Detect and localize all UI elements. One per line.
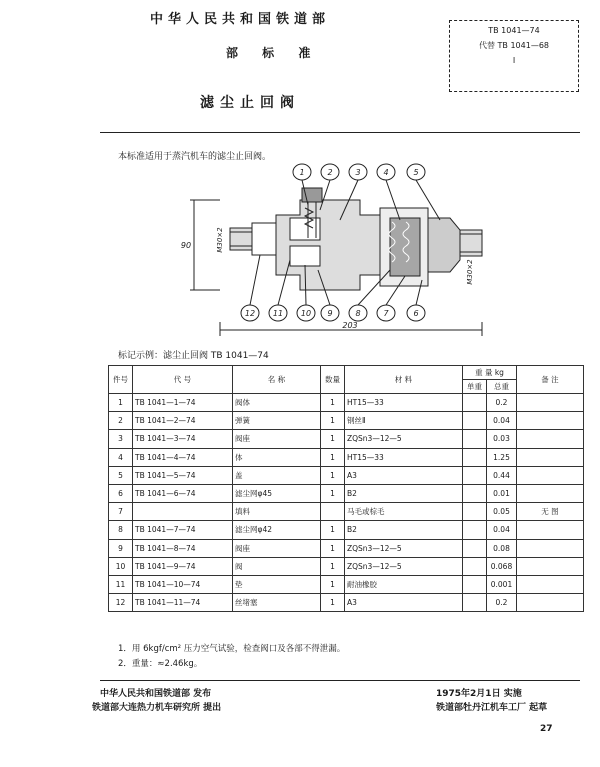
cell-remark (517, 594, 584, 612)
cell-qty: 1 (321, 430, 345, 448)
callout-label: 1 (299, 168, 305, 177)
header-remark: 备 注 (517, 366, 584, 394)
cell-remark (517, 539, 584, 557)
cell-name: 阀座 (233, 539, 321, 557)
marking-example: 标记示例：滤尘止回阀 TB 1041—74 (118, 351, 269, 361)
cell-qty: 1 (321, 594, 345, 612)
cell-material: HT15—33 (345, 394, 463, 412)
cell-name: 丝堵塞 (233, 594, 321, 612)
cell-seq: 2 (109, 412, 133, 430)
cell-qty: 1 (321, 466, 345, 484)
callout-label: 9 (327, 309, 333, 318)
cell-total: 1.25 (487, 448, 517, 466)
cell-code: TB 1041—3—74 (133, 430, 233, 448)
cell-code: TB 1041—7—74 (133, 521, 233, 539)
replaces-note: 代替 TB 1041—68 (479, 41, 549, 50)
notes (118, 642, 345, 672)
cell-remark (517, 394, 584, 412)
callout-label: 10 (300, 309, 312, 318)
table-row (109, 503, 584, 521)
callout-label: 3 (355, 168, 361, 177)
cell-name: 滤尘网φ45 (233, 484, 321, 502)
header-material: 材 料 (345, 366, 463, 394)
page-number: 27 (540, 724, 553, 734)
table-row (109, 594, 584, 612)
cell-total: 0.01 (487, 484, 517, 502)
cell-seq: 4 (109, 448, 133, 466)
cell-qty: 1 (321, 412, 345, 430)
valve-cross-section-drawing (160, 160, 490, 340)
page-title: 滤尘止回阀 (200, 95, 300, 111)
cell-seq: 9 (109, 539, 133, 557)
cell-name: 垫 (233, 575, 321, 593)
filter-chamber (380, 208, 428, 286)
cell-material: ZQSn3—12—5 (345, 539, 463, 557)
effective-date: 1975年2月1日 实施 (436, 689, 522, 699)
height-dimension: 90 (180, 241, 192, 250)
cell-material: ZQSn3—12—5 (345, 557, 463, 575)
cell-code: TB 1041—8—74 (133, 539, 233, 557)
cell-remark (517, 557, 584, 575)
header-total-weight: 总重 (487, 380, 517, 394)
cell-name: 弹簧 (233, 412, 321, 430)
cell-code: TB 1041—5—74 (133, 466, 233, 484)
cell-qty: 1 (321, 521, 345, 539)
cell-material: 钢丝Ⅱ (345, 412, 463, 430)
note-item: 1．用 6kgf/cm² 压力空气试验，检查阀口及各部不得泄漏。 (118, 644, 346, 654)
cell-qty: 1 (321, 448, 345, 466)
callout-label: 7 (383, 309, 389, 318)
cell-name: 阀 (233, 557, 321, 575)
cell-material: 马毛或棕毛 (345, 503, 463, 521)
cell-name: 体 (233, 448, 321, 466)
cell-seq: 11 (109, 575, 133, 593)
cell-unit (463, 575, 487, 593)
cell-seq: 1 (109, 394, 133, 412)
cell-remark (517, 575, 584, 593)
cell-material: A3 (345, 594, 463, 612)
left-thread-spec: M30×2 (216, 227, 224, 253)
cell-unit (463, 448, 487, 466)
standard-number-box (449, 20, 579, 92)
cell-total: 0.03 (487, 430, 517, 448)
cell-code: TB 1041—10—74 (133, 575, 233, 593)
cell-unit (463, 503, 487, 521)
box-mark: I (512, 56, 516, 65)
cell-seq: 6 (109, 484, 133, 502)
standard-type: 部 标 准 (226, 46, 321, 60)
callout-label: 6 (413, 309, 419, 318)
cell-name: 填料 (233, 503, 321, 521)
cell-remark (517, 484, 584, 502)
cell-unit (463, 466, 487, 484)
table-row (109, 484, 584, 502)
table-row (109, 394, 584, 412)
cell-qty: 1 (321, 484, 345, 502)
cell-total: 0.44 (487, 466, 517, 484)
ministry-heading: 中华人民共和国铁道部 (150, 12, 331, 27)
cell-total: 0.001 (487, 575, 517, 593)
table-row (109, 575, 584, 593)
cell-seq: 5 (109, 466, 133, 484)
callout-label: 2 (327, 168, 333, 177)
standard-number: TB 1041—74 (488, 26, 540, 35)
cell-total: 0.05 (487, 503, 517, 521)
cell-name: 滤尘网φ42 (233, 521, 321, 539)
footer-rule (100, 680, 580, 681)
cell-unit (463, 394, 487, 412)
cell-code: TB 1041—2—74 (133, 412, 233, 430)
cell-remark (517, 448, 584, 466)
header-weight: 重 量 kg (463, 366, 517, 380)
cell-unit (463, 484, 487, 502)
cell-material: B2 (345, 484, 463, 502)
table-row (109, 412, 584, 430)
cell-qty: 1 (321, 539, 345, 557)
cell-remark: 无 图 (517, 503, 584, 521)
callout-label: 4 (383, 168, 389, 177)
header-seq: 件号 (109, 366, 133, 394)
table-row (109, 448, 584, 466)
parts-table (108, 365, 584, 612)
valve-body (276, 188, 380, 290)
callout-label: 8 (355, 309, 361, 318)
drafting-organization: 铁道部牡丹江机车工厂 起草 (436, 703, 548, 713)
cell-qty: 1 (321, 575, 345, 593)
header-name: 名 称 (233, 366, 321, 394)
cell-unit (463, 557, 487, 575)
header-code: 代 号 (133, 366, 233, 394)
table-row (109, 557, 584, 575)
scope-text: 本标准适用于蒸汽机车的滤尘止回阀。 (118, 152, 272, 162)
cell-unit (463, 594, 487, 612)
cell-material: 耐油橡胶 (345, 575, 463, 593)
cell-code: TB 1041—1—74 (133, 394, 233, 412)
cell-qty (321, 503, 345, 521)
length-dimension: 203 (342, 321, 358, 330)
cell-seq: 8 (109, 521, 133, 539)
note-item: 2．重量：≈2.46kg。 (118, 659, 203, 669)
header-qty: 数量 (321, 366, 345, 394)
cell-name: 阀座 (233, 430, 321, 448)
table-row (109, 430, 584, 448)
cell-qty: 1 (321, 394, 345, 412)
cell-material: A3 (345, 466, 463, 484)
cell-material: ZQSn3—12—5 (345, 430, 463, 448)
table-row (109, 521, 584, 539)
callout-label: 12 (244, 309, 256, 318)
cell-remark (517, 430, 584, 448)
cell-qty: 1 (321, 557, 345, 575)
table-row (109, 539, 584, 557)
cell-total: 0.2 (487, 594, 517, 612)
header-unit-weight: 单重 (463, 380, 487, 394)
cell-total: 0.04 (487, 521, 517, 539)
cell-seq: 12 (109, 594, 133, 612)
callout-label: 5 (413, 168, 419, 177)
cell-seq: 10 (109, 557, 133, 575)
cell-material: HT15—33 (345, 448, 463, 466)
cell-material: B2 (345, 521, 463, 539)
cell-code: TB 1041—9—74 (133, 557, 233, 575)
cell-remark (517, 412, 584, 430)
cell-unit (463, 430, 487, 448)
cell-remark (517, 466, 584, 484)
cell-unit (463, 539, 487, 557)
left-threaded-fitting (230, 223, 276, 255)
cell-unit (463, 521, 487, 539)
cell-code: TB 1041—11—74 (133, 594, 233, 612)
cell-unit (463, 412, 487, 430)
cell-name: 盖 (233, 466, 321, 484)
drafted-by: 铁道部大连热力机车研究所 提出 (92, 703, 222, 713)
cell-total: 0.068 (487, 557, 517, 575)
table-row (109, 466, 584, 484)
cell-remark (517, 521, 584, 539)
cell-code: TB 1041—4—74 (133, 448, 233, 466)
callout-label: 11 (272, 309, 284, 318)
right-thread-spec: M30×2 (466, 259, 474, 285)
header-rule (100, 132, 580, 133)
cell-code: TB 1041—6—74 (133, 484, 233, 502)
cell-total: 0.04 (487, 412, 517, 430)
cell-name: 阀体 (233, 394, 321, 412)
cell-seq: 3 (109, 430, 133, 448)
cell-seq: 7 (109, 503, 133, 521)
cell-total: 0.08 (487, 539, 517, 557)
cell-code (133, 503, 233, 521)
cell-total: 0.2 (487, 394, 517, 412)
issued-by: 中华人民共和国铁道部 发布 (100, 689, 212, 699)
